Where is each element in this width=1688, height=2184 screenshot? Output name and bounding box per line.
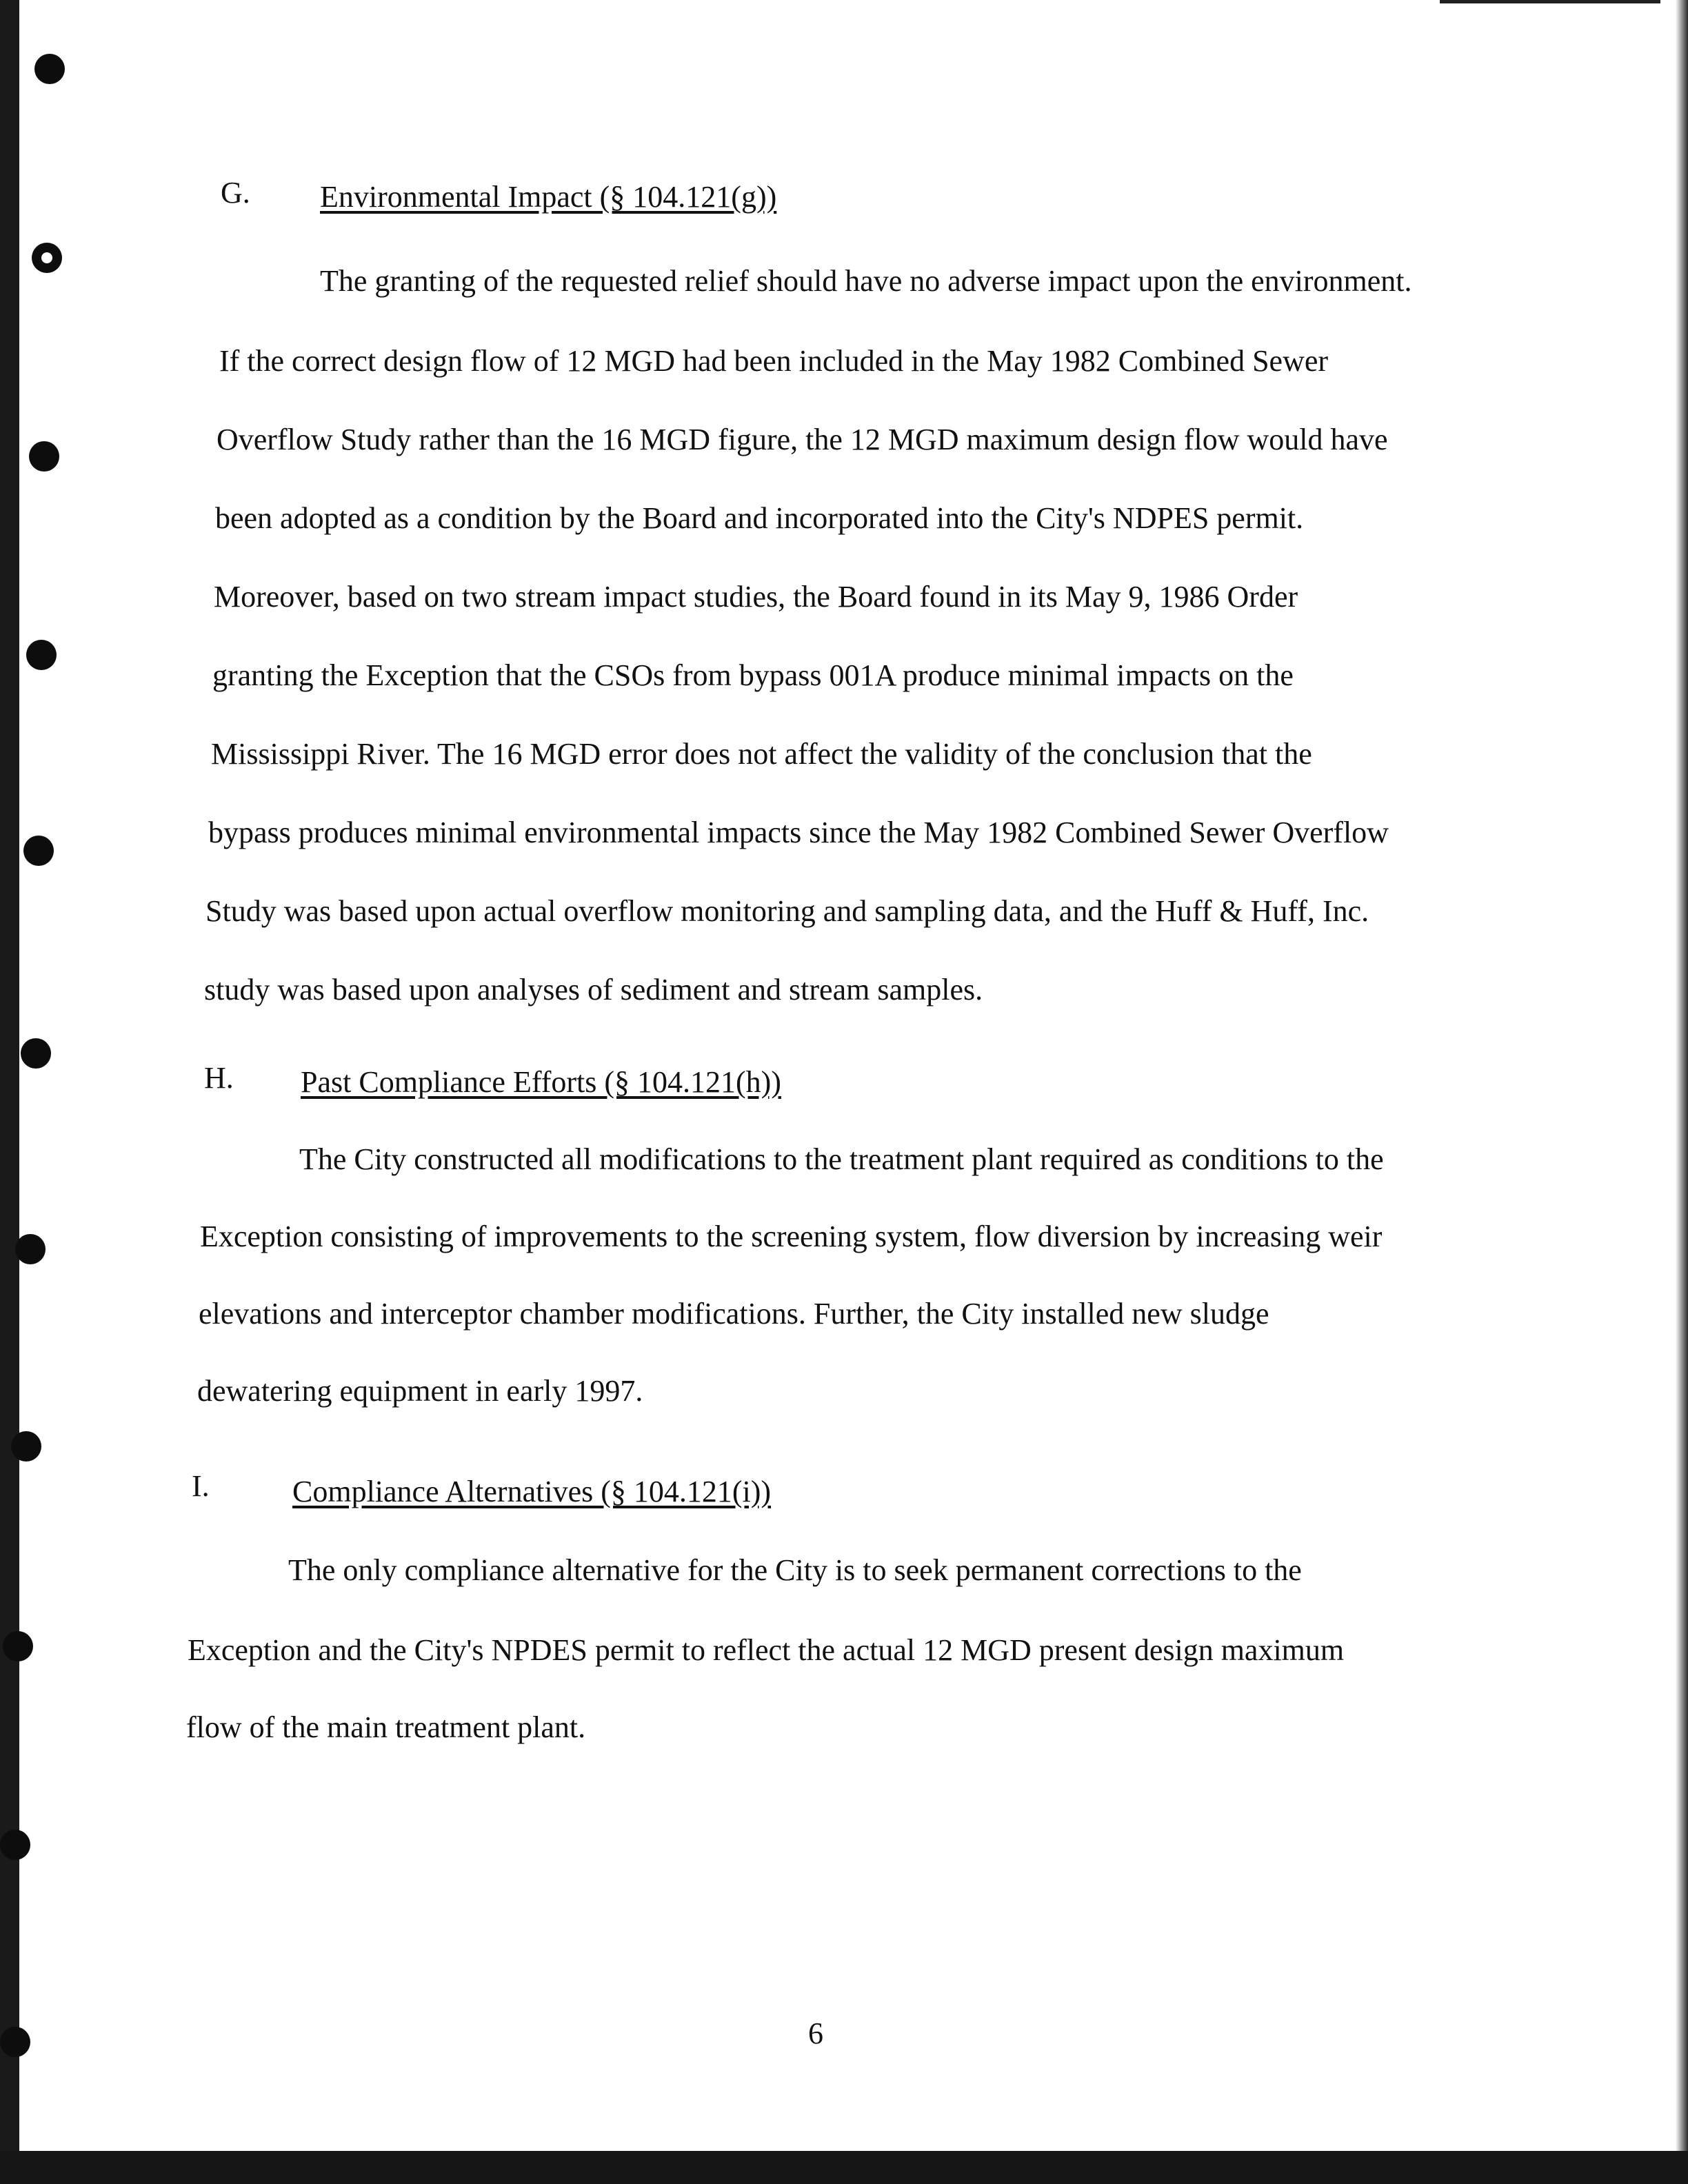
text-line: Exception consisting of improvements to the screening system, flow diversion by increasing weir — [200, 1220, 1383, 1253]
text-line: Study was based upon actual overflow monitoring and sampling data, and the Huff & Huff, Inc. — [205, 894, 1369, 928]
punch-hole — [29, 441, 59, 472]
punch-hole — [34, 54, 65, 84]
scan-right-edge — [1676, 0, 1688, 2184]
text-line: Exception and the City's NPDES permit to reflect the actual 12 MGD present design maximum — [188, 1633, 1345, 1667]
punch-hole — [11, 1431, 41, 1462]
section-letter: G. — [221, 176, 250, 210]
section-heading-g — [221, 172, 777, 214]
text-line: The only compliance alternative for the City is to seek permanent corrections to the — [288, 1553, 1302, 1587]
section-title: Past Compliance Efforts (§ 104.121(h)) — [301, 1065, 781, 1099]
punch-hole — [32, 243, 62, 273]
section-letter: H. — [204, 1061, 234, 1095]
text-line: Mississippi River. The 16 MGD error does not affect the validity of the conclusion that the — [211, 737, 1312, 771]
scan-bottom-edge — [0, 2151, 1688, 2184]
text-line: bypass produces minimal environmental impacts since the May 1982 Combined Sewer Overflow — [208, 816, 1389, 849]
text-line: study was based upon analyses of sediment and stream samples. — [204, 973, 983, 1007]
text-line: The granting of the requested relief should have no adverse impact upon the environment. — [320, 264, 1412, 298]
punch-hole — [0, 2027, 30, 2057]
section-letter: I. — [192, 1469, 210, 1503]
punch-hole — [15, 1234, 46, 1264]
text-line: flow of the main treatment plant. — [186, 1710, 586, 1744]
section-heading-i — [192, 1466, 772, 1508]
text-line: Moreover, based on two stream impact studies, the Board found in its May 9, 1986 Order — [214, 580, 1298, 614]
section-title: Environmental Impact (§ 104.121(g)) — [320, 180, 777, 214]
section-heading-h — [204, 1058, 781, 1099]
text-line: If the correct design flow of 12 MGD had been included in the May 1982 Combined Sewer — [219, 344, 1329, 378]
text-line: elevations and interceptor chamber modifications. Further, the City installed new sludge — [199, 1297, 1269, 1331]
text-line: granting the Exception that the CSOs from bypass 001A produce minimal impacts on the — [212, 658, 1294, 692]
punch-hole — [21, 1038, 51, 1069]
punch-hole — [26, 640, 57, 670]
section-title: Compliance Alternatives (§ 104.121(i)) — [292, 1475, 772, 1508]
punch-hole — [23, 836, 54, 866]
text-line: The City constructed all modifications to the treatment plant required as conditions to the — [299, 1142, 1384, 1176]
text-line: Overflow Study rather than the 16 MGD figure, the 12 MGD maximum design flow would have — [217, 423, 1388, 456]
scan-top-rule — [1440, 0, 1660, 3]
text-line: been adopted as a condition by the Board and incorporated into the City's NDPES permit. — [215, 501, 1304, 535]
punch-hole — [3, 1631, 33, 1661]
page-number: 6 — [808, 2016, 823, 2050]
text-line: dewatering equipment in early 1997. — [197, 1374, 643, 1408]
punch-hole — [0, 1830, 30, 1860]
